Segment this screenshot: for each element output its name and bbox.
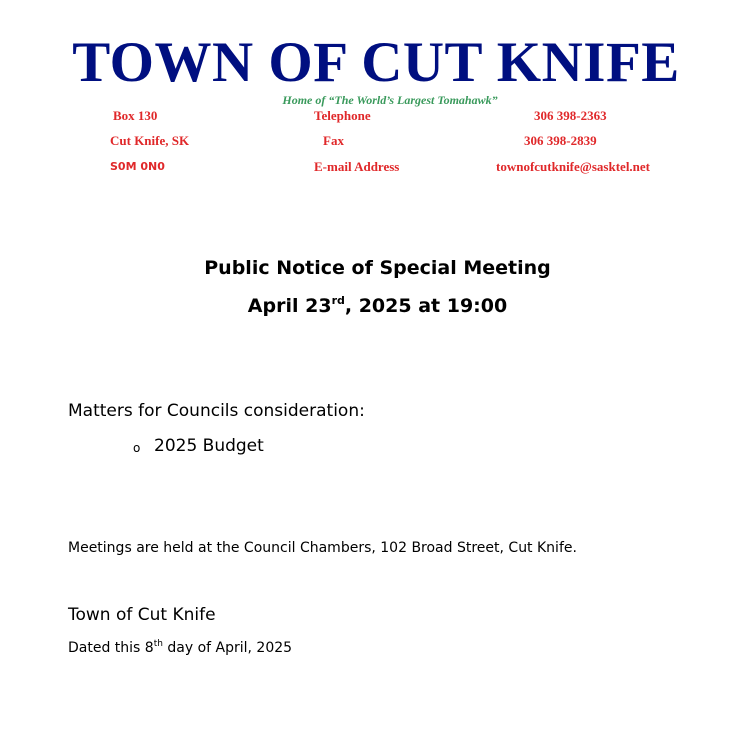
fax-label: Fax xyxy=(323,133,344,148)
town-motto: Home of “The World’s Largest Tomahawk” xyxy=(282,93,498,107)
notice-heading: Public Notice of Special Meeting xyxy=(204,257,551,279)
fax-value: 306 398-2839 xyxy=(524,133,597,148)
matters-item: 2025 Budget xyxy=(154,436,264,456)
dated-prefix: Dated this 8 xyxy=(68,640,154,656)
meeting-date-suffix: rd xyxy=(331,294,345,307)
dated-rest: day of April, 2025 xyxy=(162,640,293,656)
address-line-2: Cut Knife, SK xyxy=(110,133,190,148)
meeting-date-rest: , 2025 at 19:00 xyxy=(344,295,508,317)
bullet-icon: o xyxy=(133,441,141,455)
meeting-date-month-day: April 23 xyxy=(247,295,332,317)
email-label: E-mail Address xyxy=(314,159,400,174)
town-title: TOWN OF CUT KNIFE xyxy=(72,31,680,94)
matters-intro: Matters for Councils consideration: xyxy=(68,401,365,421)
signature-name: Town of Cut Knife xyxy=(68,605,216,625)
telephone-value: 306 398-2363 xyxy=(534,108,607,123)
dated-suffix: th xyxy=(153,639,163,649)
postal-code: S0M 0N0 xyxy=(110,160,165,173)
email-value: townofcutknife@sasktel.net xyxy=(496,159,651,174)
address-line-1: Box 130 xyxy=(113,108,158,123)
telephone-label: Telephone xyxy=(314,108,371,123)
meeting-date xyxy=(0,294,730,318)
meeting-location: Meetings are held at the Council Chambers, 102 Broad Street, Cut Knife. xyxy=(68,540,577,556)
dated-line xyxy=(68,639,292,657)
